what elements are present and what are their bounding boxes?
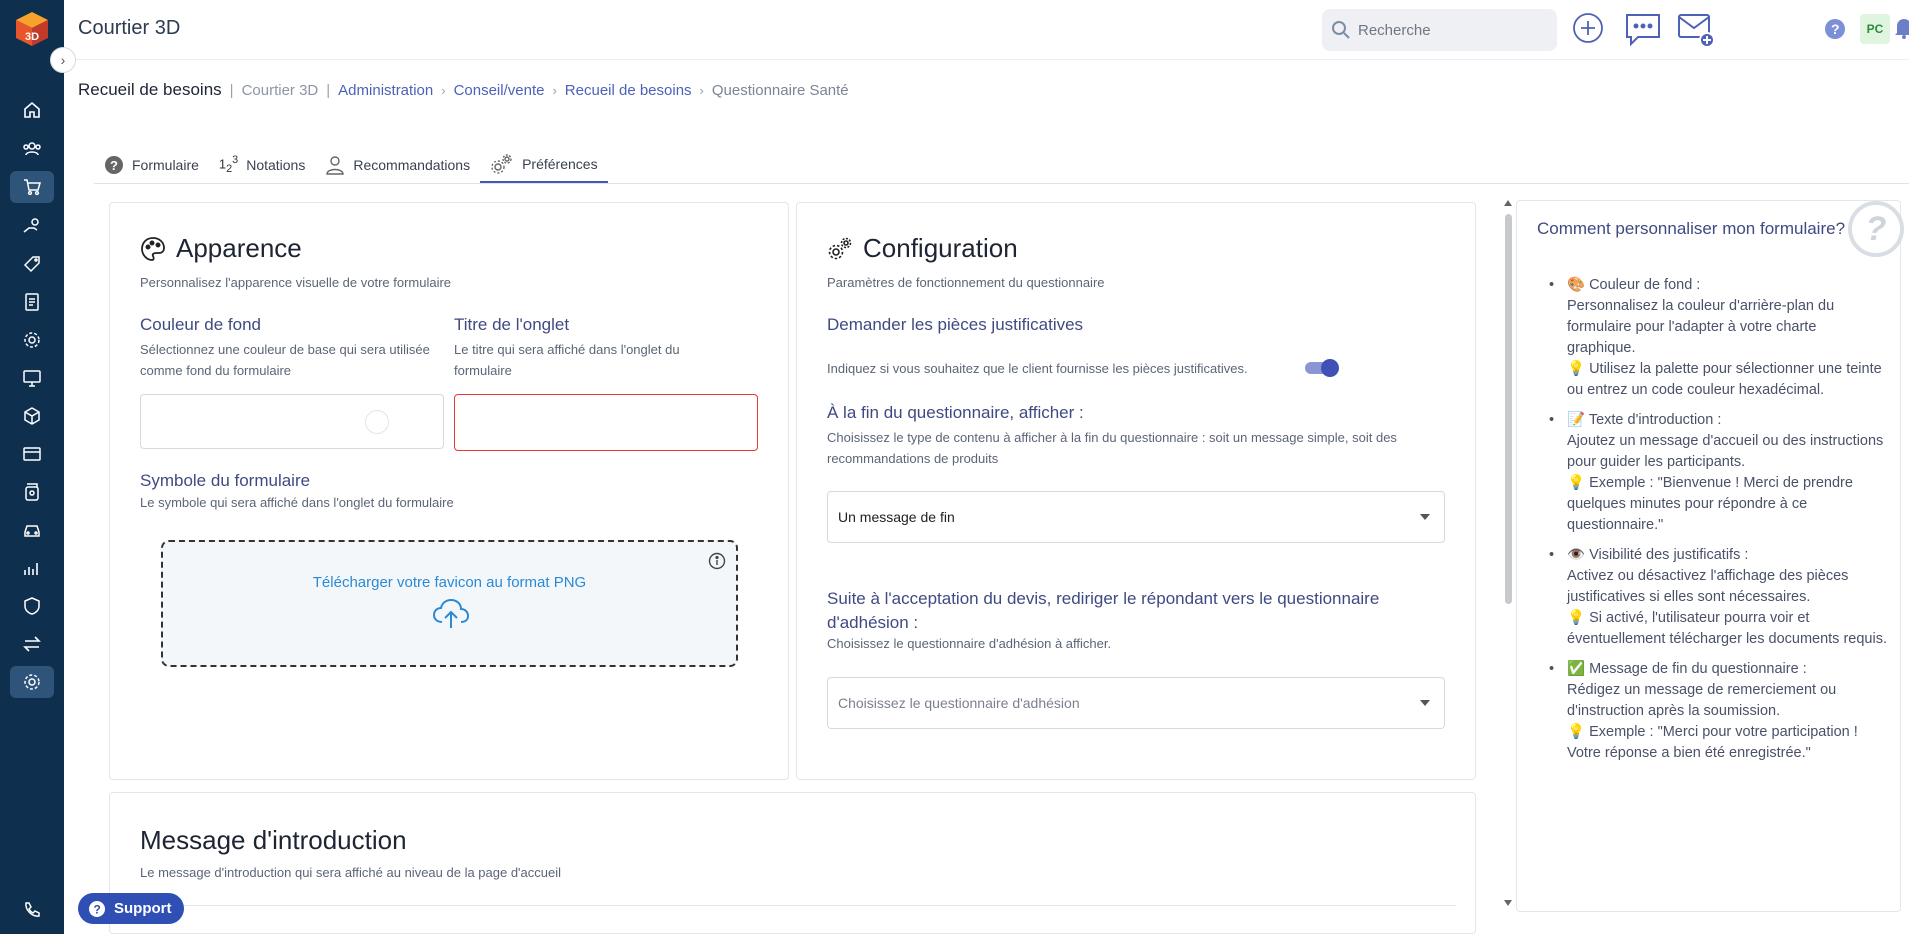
page-title: Recueil de besoins xyxy=(78,80,222,99)
nav-document[interactable] xyxy=(10,286,54,318)
chat-icon xyxy=(1624,12,1662,48)
chat-button[interactable] xyxy=(1624,12,1662,48)
info-icon xyxy=(708,552,726,570)
content-scrollbar[interactable] xyxy=(1502,198,1514,910)
support-label: Support xyxy=(114,900,172,917)
users-icon xyxy=(22,139,42,159)
nav-home[interactable] xyxy=(10,94,54,126)
configuration-title xyxy=(827,233,1018,264)
help-item-head: • ✅ Message de fin du questionnaire : xyxy=(1567,661,1807,677)
help-item-tip: 💡 Exemple : "Bienvenue ! Merci de prendre quelques minutes pour répondre à ce questionnaire." xyxy=(1567,475,1853,533)
help-item xyxy=(1537,275,1887,401)
nav-hand-coin[interactable] xyxy=(10,210,54,242)
stats-icon xyxy=(22,558,42,578)
upload-text: Télécharger votre favicon au format PNG xyxy=(312,574,587,591)
nav-presentation[interactable] xyxy=(10,362,54,394)
numbers-icon: $1_2^3$ xyxy=(218,154,239,175)
nav-card[interactable] xyxy=(10,438,54,470)
help-item-head: • 🎨 Couleur de fond : xyxy=(1567,277,1701,293)
logo-icon[interactable] xyxy=(14,10,50,48)
redirect-desc: Choisissez le questionnaire d'adhésion à afficher. xyxy=(827,636,1112,651)
breadcrumb-current: Questionnaire Santé xyxy=(711,81,849,99)
phone-icon xyxy=(22,900,42,920)
tab-label: Notations xyxy=(246,156,306,173)
svg-text:?: ? xyxy=(1831,21,1840,37)
search-input[interactable] xyxy=(1322,9,1557,51)
tab-title-input[interactable] xyxy=(454,394,758,451)
help-item-body: Rédigez un message de remerciement ou d'instruction après la soumission. xyxy=(1567,682,1837,719)
docs-desc: Indiquez si vous souhaitez que le client fournisse les pièces justificatives. xyxy=(827,361,1248,376)
help-question-icon[interactable]: ? xyxy=(1848,201,1904,257)
tab-title-label: Titre de l'onglet xyxy=(454,315,570,334)
end-select-value: Un message de fin xyxy=(838,509,955,525)
help-item-tip: 💡 Utilisez la palette pour sélectionner une teinte ou entrez un code couleur hexadécimal. xyxy=(1567,361,1882,398)
redirect-select-placeholder: Choisissez le questionnaire d'adhésion xyxy=(838,695,1080,711)
redirect-select[interactable] xyxy=(827,677,1445,729)
breadcrumb-link-administration[interactable]: Administration xyxy=(338,81,434,99)
card-icon xyxy=(22,444,42,464)
cloud-upload-icon xyxy=(432,598,470,630)
add-circle-icon xyxy=(1572,12,1604,44)
svg-text:?: ? xyxy=(93,902,101,916)
admin-gear-icon xyxy=(22,672,42,692)
help-title: Comment personnaliser mon formulaire? xyxy=(1537,219,1846,238)
svg-text:?: ? xyxy=(110,157,118,173)
help-item-head: • 👁️ Visibilité des justificatifs : xyxy=(1567,547,1749,563)
caret-down-icon xyxy=(1420,700,1430,706)
breadcrumb-separator: | xyxy=(229,81,234,99)
help-circle-icon xyxy=(88,900,106,918)
breadcrumb xyxy=(78,80,849,100)
box-icon xyxy=(22,406,42,426)
appearance-card xyxy=(109,202,789,780)
tabs xyxy=(94,146,1909,184)
notifications-button[interactable] xyxy=(1893,16,1909,40)
help-icon xyxy=(1824,18,1846,40)
help-item-tip: 💡 Exemple : "Merci pour votre participation ! Votre réponse a bien été enregistrée." xyxy=(1567,724,1858,761)
chevron-right-icon: › xyxy=(441,82,446,98)
intro-title: Message d'introduction xyxy=(140,825,407,855)
nav-car[interactable] xyxy=(10,514,54,546)
appearance-title xyxy=(140,233,302,264)
nav-jar[interactable] xyxy=(10,476,54,508)
search-icon xyxy=(1330,19,1352,41)
end-select[interactable] xyxy=(827,491,1445,543)
settings-gear-icon xyxy=(22,330,42,350)
chevron-right-icon: › xyxy=(552,82,557,98)
help-list xyxy=(1537,275,1887,773)
help-item-body: Activez ou désactivez l'affichage des pièces justificatives si elles sont nécessaires. xyxy=(1567,568,1849,605)
configuration-subtitle: Paramètres de fonctionnement du questionnaire xyxy=(827,275,1105,290)
help-item-body: Ajoutez un message d'accueil ou des instructions pour guider les participants. xyxy=(1567,433,1884,470)
cart-icon xyxy=(22,177,42,197)
app-title: Courtier 3D xyxy=(78,17,181,39)
document-icon xyxy=(22,292,42,312)
docs-toggle[interactable] xyxy=(1303,358,1341,378)
top-bar xyxy=(64,0,1909,60)
nav-transfer[interactable] xyxy=(10,628,54,660)
home-icon xyxy=(22,100,42,120)
tab-recommandations[interactable] xyxy=(315,146,480,183)
redirect-label: Suite à l'acceptation du devis, rediriger le répondant vers le questionnaire d'adhésion : xyxy=(827,589,1380,632)
symbol-label: Symbole du formulaire xyxy=(140,471,311,490)
end-desc: Choisissez le type de contenu à afficher à la fin du questionnaire : soit un message simple, soit des recommandations de produits xyxy=(827,430,1397,466)
caret-down-icon xyxy=(1420,514,1430,520)
bell-icon xyxy=(1893,16,1909,40)
nav-box[interactable] xyxy=(10,400,54,432)
appearance-subtitle: Personnalisez l'apparence visuelle de votre formulaire xyxy=(140,275,452,290)
docs-label: Demander les pièces justificatives xyxy=(827,315,1084,334)
nav-shield[interactable] xyxy=(10,590,54,622)
help-item xyxy=(1537,410,1887,536)
new-mail-button[interactable] xyxy=(1676,12,1716,50)
configuration-title-text: Configuration xyxy=(863,233,1018,263)
chevron-right-icon: › xyxy=(60,52,66,68)
user-icon xyxy=(325,154,345,176)
palette-icon xyxy=(140,236,166,262)
tab-formulaire[interactable] xyxy=(94,146,209,183)
tab-label: Préférences xyxy=(522,155,598,172)
intro-card xyxy=(109,792,1476,934)
tag-icon xyxy=(22,254,42,274)
help-item-head: • 📝 Texte d'introduction : xyxy=(1567,412,1722,428)
tab-title-desc: Le titre qui sera affiché dans l'onglet du formulaire xyxy=(454,342,680,378)
mail-add-icon xyxy=(1676,12,1716,50)
nav-settings[interactable] xyxy=(10,324,54,356)
tab-notations[interactable] xyxy=(209,146,315,183)
nav-phone[interactable] xyxy=(10,894,54,926)
support-button[interactable] xyxy=(78,893,184,924)
question-icon xyxy=(104,155,124,175)
sidebar-collapse-button[interactable] xyxy=(50,47,76,73)
intro-desc: Le message d'introduction qui sera affiché au niveau de la page d'accueil xyxy=(140,865,562,880)
help-item-tip: 💡 Si activé, l'utilisateur pourra voir et éventuellement télécharger les documents requis. xyxy=(1567,610,1887,647)
tab-preferences[interactable] xyxy=(480,146,607,183)
hand-coin-icon xyxy=(22,216,42,236)
chevron-right-icon: › xyxy=(699,82,704,98)
bg-color-desc: Sélectionnez une couleur de base qui sera utilisée comme fond du formulaire xyxy=(140,342,430,378)
breadcrumb-separator: | xyxy=(326,81,331,99)
breadcrumb-link-recueil[interactable]: Recueil de besoins xyxy=(564,81,692,99)
help-item xyxy=(1537,545,1887,650)
gears-icon xyxy=(827,236,853,262)
appearance-title-text: Apparence xyxy=(176,233,302,263)
presentation-icon xyxy=(22,368,42,388)
breadcrumb-link-conseil-vente[interactable]: Conseil/vente xyxy=(453,81,545,99)
shield-icon xyxy=(22,596,42,616)
nav-users[interactable] xyxy=(10,133,54,165)
tab-label: Formulaire xyxy=(132,156,199,173)
svg-text:3D: 3D xyxy=(25,31,40,43)
bg-color-picker[interactable] xyxy=(140,394,444,449)
end-label: À la fin du questionnaire, afficher : xyxy=(827,403,1084,422)
help-item xyxy=(1537,659,1887,764)
nav-cart[interactable] xyxy=(10,171,54,203)
configuration-card xyxy=(796,202,1476,780)
help-panel xyxy=(1516,200,1901,912)
nav-admin[interactable] xyxy=(10,666,54,698)
breadcrumb-root[interactable]: Courtier 3D xyxy=(241,81,319,99)
sidebar xyxy=(0,0,64,934)
color-swatch-icon xyxy=(365,410,389,434)
tabs-bar xyxy=(64,118,1909,190)
tab-label: Recommandations xyxy=(353,156,471,173)
intro-editor[interactable] xyxy=(140,905,1456,925)
help-item-body: Personnalisez la couleur d'arrière-plan du formulaire pour l'adapter à votre charte graphique. xyxy=(1567,298,1835,356)
jar-icon xyxy=(22,482,42,502)
car-icon xyxy=(22,520,42,540)
gears-icon xyxy=(490,153,514,175)
search-placeholder: Recherche xyxy=(1358,21,1431,39)
add-button[interactable] xyxy=(1572,12,1604,44)
transfer-icon xyxy=(22,634,42,654)
nav-stats[interactable] xyxy=(10,552,54,584)
nav-tag[interactable] xyxy=(10,248,54,280)
breadcrumb-bar xyxy=(64,60,1909,118)
symbol-desc: Le symbole qui sera affiché dans l'onglet du formulaire xyxy=(140,495,454,510)
favicon-upload-dropzone[interactable] xyxy=(161,540,738,667)
avatar[interactable]: PC xyxy=(1860,14,1890,44)
bg-color-label: Couleur de fond xyxy=(140,315,261,334)
help-button[interactable] xyxy=(1824,18,1846,40)
